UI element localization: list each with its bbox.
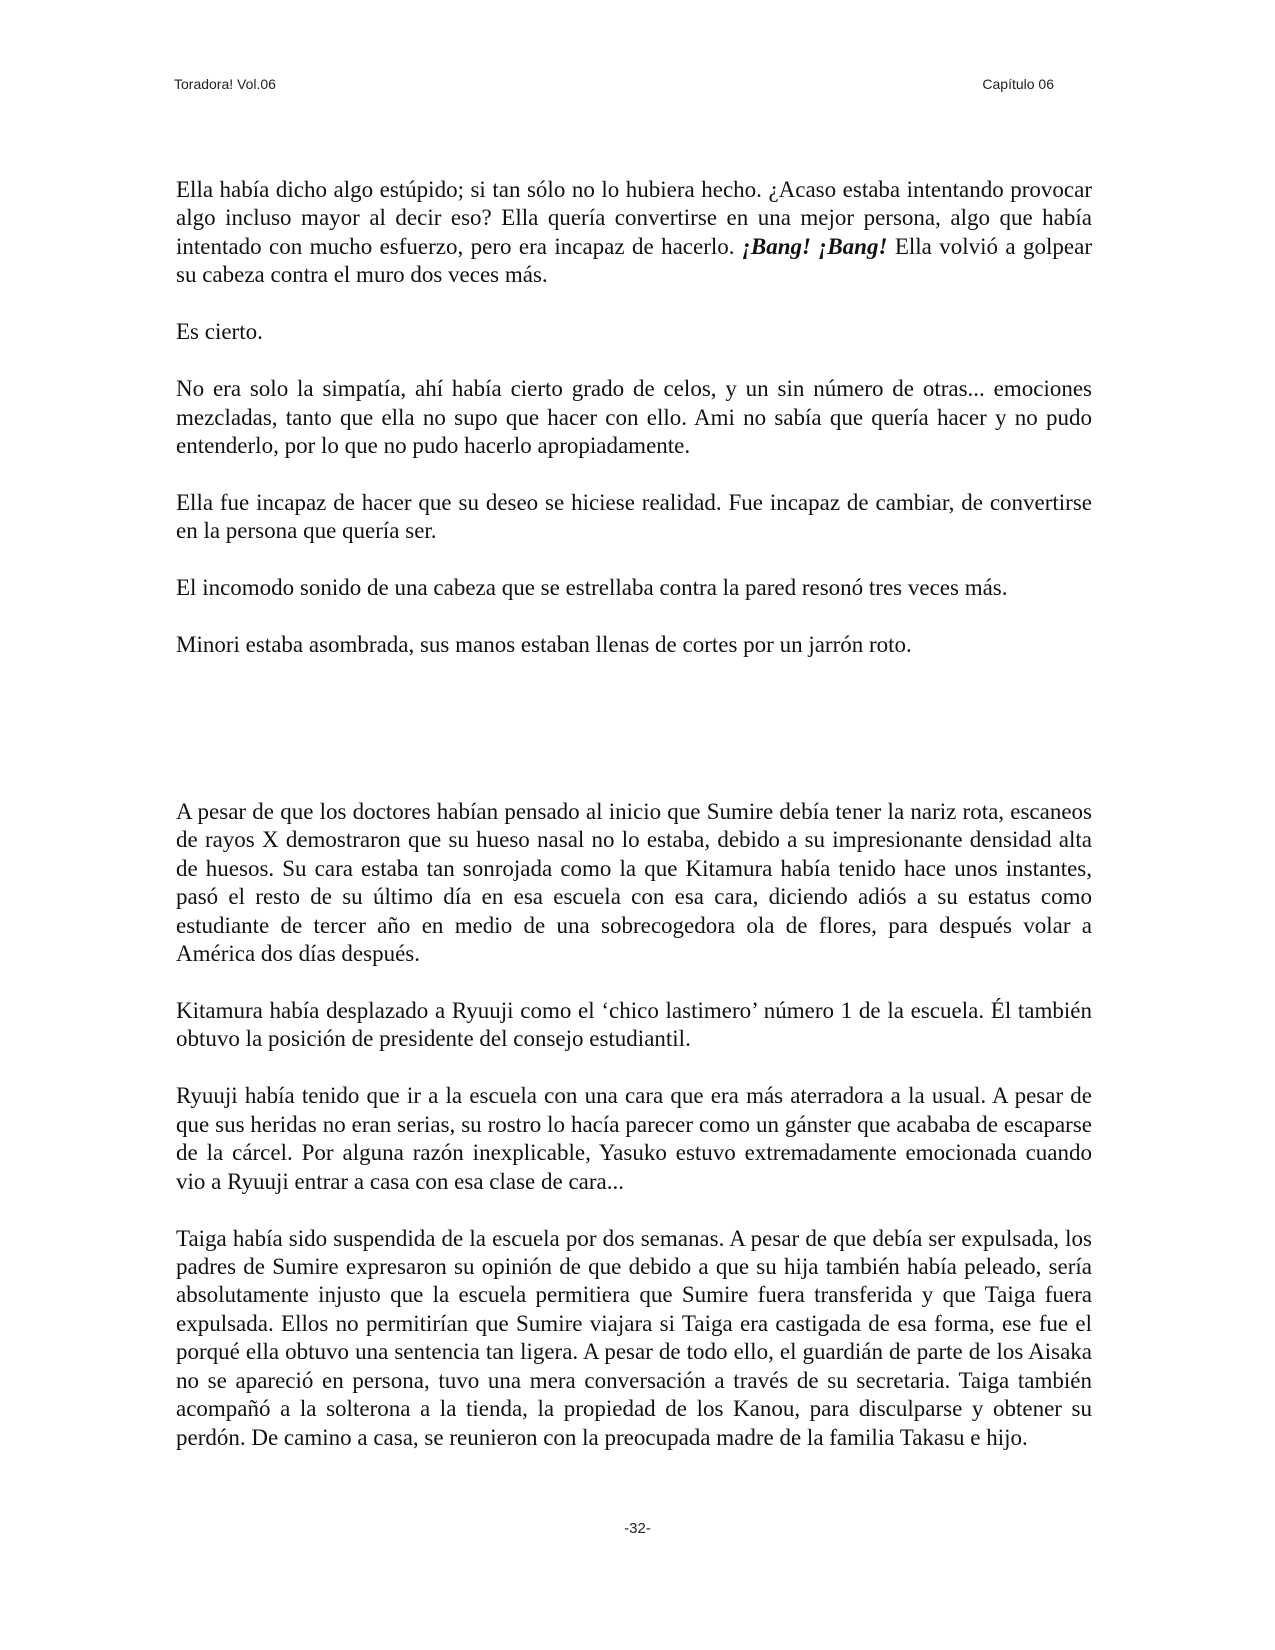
paragraph: Ella fue incapaz de hacer que su deseo se hiciese realidad. Fue incapaz de cambiar, de convertirse en la persona que quería ser. (176, 490, 1092, 544)
paragraph: No era solo la simpatía, ahí había cierto grado de celos, y un sin número de otras... emociones mezcladas, tanto que ella no supo que hacer con ello. Ami no sabía que quería hacer y no pudo entenderlo, por lo que no pudo hacerlo apropiadamente. (176, 376, 1092, 459)
paragraph: Es cierto. (176, 319, 263, 345)
paragraph: A pesar de que los doctores habían pensado al inicio que Sumire debía tener la nariz rota, escaneos de rayos X demostraron que su hueso nasal no lo estaba, debido a su impresionante densidad alta de huesos. Su cara estaba tan sonrojada como la que Kitamura había tenido hace unos instantes, pasó el resto de su último día en esa escuela con esa cara, diciendo adiós a su estatus como estudiante de tercer año en medio de una sobrecogedora ola de flores, para después volar a América dos días después. (176, 799, 1092, 967)
page-number: -32- (624, 1520, 651, 1537)
header-book-title: Toradora! Vol.06 (174, 76, 276, 92)
paragraph: Kitamura había desplazado a Ryuuji como el ‘chico lastimero’ número 1 de la escuela. Él también obtuvo la posición de presidente del consejo estudiantil. (176, 998, 1092, 1052)
paragraph-text: Ella volvió a golpear su cabeza contra el muro dos veces más. (176, 233, 1093, 288)
header-chapter: Capítulo 06 (982, 76, 1054, 92)
running-header (174, 76, 1054, 92)
paragraph: Ryuuji había tenido que ir a la escuela con una cara que era más aterradora a la usual. A pesar de que sus heridas no eran serias, su rostro lo hacía parecer como un gánster que acababa de escaparse de la cárcel. Por alguna razón inexplicable, Yasuko estuvo extremadamente emocionada cuando vio a Ryuuji entrar a casa con esa clase de cara... (176, 1083, 1092, 1194)
paragraph-text: Ella había dicho algo estúpido; si tan sólo no lo hubiera hecho. ¿Acaso estaba intentando provocar algo incluso mayor al decir eso? Ella quería convertirse en una mejor persona, algo que había intentado con mucho esfuerzo, pero era incapaz de hacerlo. (176, 177, 1092, 259)
text-section-1 (176, 176, 1092, 688)
paragraph: El incomodo sonido de una cabeza que se estrellaba contra la pared resonó tres veces más. (176, 575, 1008, 601)
paragraph: Taiga había sido suspendida de la escuela por dos semanas. A pesar de que debía ser expulsada, los padres de Sumire expresaron su opinión de que debido a que su hija también había peleado, sería absolutamente injusto que la escuela permitiera que Sumire fuera transferida y que Taiga fuera expulsada. Ellos no permitirían que Sumire viajara si Taiga era castigada de esa forma, ese fue el porqué ella obtuvo una sentencia tan ligera. A pesar de todo ello, el guardián de parte de los Aisaka no se apareció en persona, tuvo una mera conversación a través de su secretaria. Taiga también acompañó a la solterona a la tienda, la propiedad de los Kanou, para disculparse y obtener su perdón. De camino a casa, se reunieron con la preocupada madre de la familia Takasu e hijo. (176, 1225, 1092, 1450)
text-section-2 (176, 798, 1092, 1481)
paragraph: Minori estaba asombrada, sus manos estaban llenas de cortes por un jarrón roto. (176, 632, 912, 658)
sound-effect-emphasis: ¡Bang! ¡Bang! (741, 233, 888, 259)
paragraph (176, 176, 1092, 290)
